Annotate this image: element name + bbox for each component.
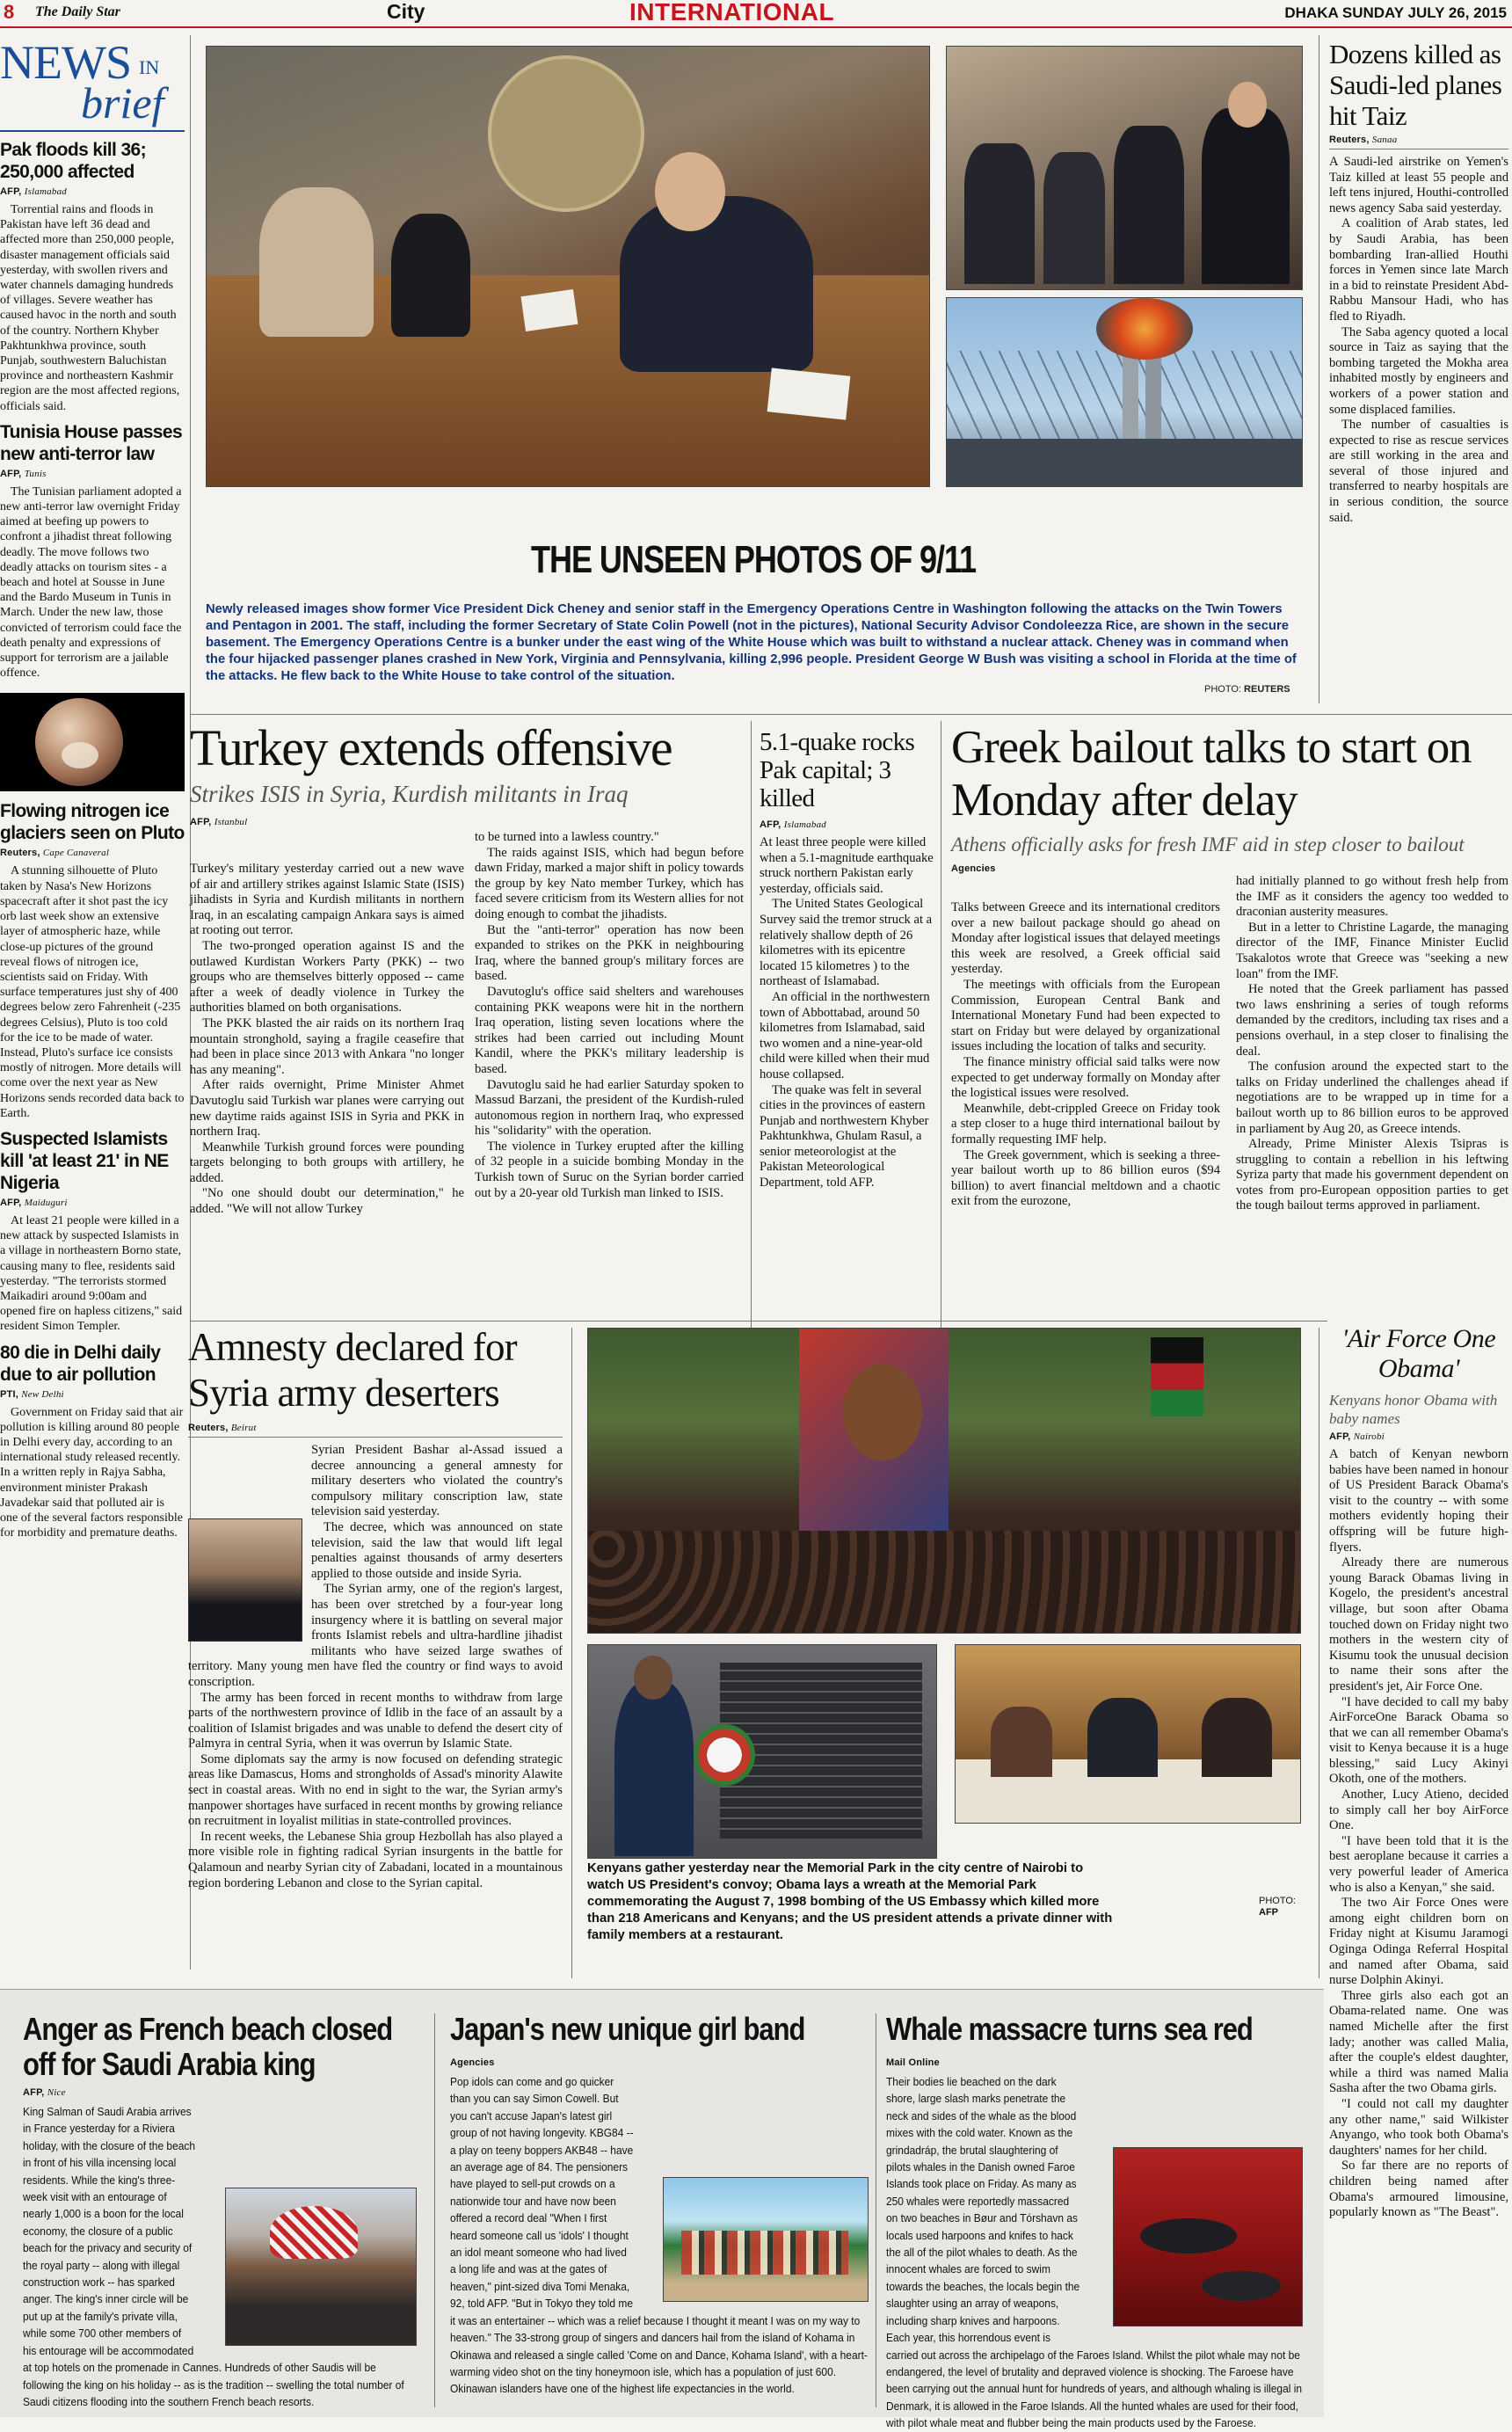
column-rule [571, 1328, 572, 1978]
turkey-col-1: Turkey's military yesterday carried out a new wave of air and artillery strikes against Islamic State (ISIS) jihadists in Syria and Kurdish militants in northern Iraq, in an escalating campaign Ankara says is aimed at rooting out terror. The two-pronged operation against IS and the outlawed Kurdistan Workers Party (PKK) -- two groups who are themselves bitterly opposed -- came after a week of deadly violence in Turkey the authorities blamed on both organisations. The PKK blasted the air raids on its northern Iraq mountain stronghold, saying a fragile ceasefire that had been in place since 2013 with Ankara "no longer has any meaning". After raids overnight, Prime Minister Ahmet Davutoglu said Turkish war planes were carrying out new daytime raids against ISIS in Syria and PKK in northern Iraq. Meanwhile Turkish ground forces were pounding targets belonging to both groups with artillery, he added. "No one should doubt our determination," he added. "We will not allow Turkey [190, 862, 464, 1217]
greece-col-1: Talks between Greece and its international creditors over a new bailout package should go ahead on Monday after logistical issues that delayed meetings this week are resolved, a Greek official said yesterday. The meetings with officials from the European Commission, European Central Bank and International Monetary Fund had been expected to start on Friday but were delayed by organizational issues including the location of talks and security. The finance ministry official said talks were now expected to get underway formally on Monday after the logistical issues were resolved. Meanwhile, debt-crippled Greece on Friday took a step closer to a huge third international bailout by formally requesting IMF help. The Greek government, which is seeking a three-year bailout worth up to 86 billion euros ($94 billion) to avert financial meltdown and a chaotic exit from the eurozone, [951, 900, 1220, 1209]
brief-headline: Tunisia House passes new anti-terror law [0, 421, 183, 464]
greece-headline: Greek bailout talks to start on Monday after delay [951, 722, 1472, 826]
amnesty-story [188, 1324, 563, 1891]
airforce-subhead: Kenyans honor Obama with baby names [1329, 1392, 1498, 1427]
airforce-headline: 'Air Force One Obama' [1341, 1324, 1496, 1383]
pluto-photo [0, 693, 185, 791]
whale-body: Their bodies lie beached on the dark shore, large slash marks penetrate the neck and sides of the whale as the blood mixes with the cold water. Known as the grindadráp, the brutal slaughtering of pilots whales in the Danish owned Faroe Islands took place on Friday. As many as 250 whales were reportedly massacred on two beaches in Bøur and Tórshavn as locals used harpoons and knifes to hack the all of the pilot whales to death. As the innocent whales are forced to swim towards the beaches, the locals begin the slaughter using an array of weapons, including sharp knives and harpoons. Each year, this horrendous event is carried out across the archipelago of the Faroes Island. Whilst the pilot whale may not be endangered, the level of brutality and depraved violence is shocking. The Faroese have been carrying out the annual hunt for hundreds of years, and although whaling is illegal in Denmark, it is allowed in the Faroe Islands. All the hunted whales are used for their food, with pilot whale meat and flubber being the main products used by the Faroese. [886, 2075, 1303, 2430]
brief-title-in: IN [139, 56, 160, 78]
quake-story [760, 728, 934, 1191]
nine-eleven-caption: Newly released images show former Vice President Dick Cheney and senior staff in the Emergency Operations Centre in Washington following the attacks on the Twin Towers and Pentagon in 2001. The staff, including the former Secretary of State Colin Powell (not in the pictures), National Security Advisor Condoleezza Rice, are shown in the secure basement. The Emergency Operations Centre is a bunker under the east wing of the White House which was built to withstand a nuclear attack. Cheney was in command when the four hijacked passenger planes crashed in New York, Virginia and Pennsylvania, killing 2,996 people. President George W Bush was visiting a school in Florida at the time of the attacks. He flew back to the White House to take control of the situation. [206, 602, 1297, 683]
anger-story [23, 2012, 417, 2410]
brief-body: The Tunisian parliament adopted a new anti-terror law overnight Friday aimed at beefing up powers to confront a jihadist threat following deadly. The move follows two deadly attacks on tourism sites - a beach and hotel at Sousse in June and the Bardo Museum in Tunis in March. Under the new law, those convicted of terrorism could face the death penalty and expressions of support for terrorism are a jailable offence. [0, 484, 182, 681]
section-city: City [387, 0, 425, 23]
japan-story [450, 2012, 869, 2398]
turkey-story [188, 719, 744, 1217]
news-in-brief-column [0, 35, 185, 1540]
amnesty-headline: Amnesty declared for Syria army deserters [188, 1325, 517, 1415]
brief-headline: 80 die in Delhi daily due to air pollution [0, 1342, 161, 1385]
japan-headline: Japan's new unique girl band [450, 2011, 805, 2047]
whale-byline: Mail Online [886, 2057, 940, 2068]
brief-item [0, 800, 185, 1120]
quake-byline: AFP, Islamabad [760, 819, 826, 830]
greece-byline: Agencies [951, 863, 996, 874]
brief-item [0, 139, 185, 414]
paper-name: The Daily Star [35, 4, 120, 19]
section-international: INTERNATIONAL [629, 0, 835, 25]
whale-story [886, 2012, 1303, 2432]
turkey-col-2: to be turned into a lawless country." The raids against ISIS, which had begun before dawn Friday, marked a major shift in policy towards the group by key Nato member Turkey, which has faced severe criticism from its Western allies for not doing enough to combat the jihadists. But the "anti-terror" operation has now been expanded to strikes on the PKK in neighbouring Iraq, where the banned group's military forces are based. Davutoglu's office said shelters and warehouses containing PKK weapons were hit in the northern Iraq operation, listing seven locations where the strikes had been carried out including Mount Kandil, where the PKK's military leadership is based. Davutoglu said he had earlier Saturday spoken to Massud Barzani, the president of the Kurdish-ruled autonomous region in northern Iraq, who expressed his "solidarity" with the operation. The violence in Turkey erupted after the killing of 32 people in a suicide bombing Monday in the Turkish town of Suruc on the Syrian border carried out by a 20-year old Turkish man linked to ISIS. [475, 830, 744, 1200]
cheney-bush-photo [946, 46, 1303, 290]
taiz-body: A Saudi-led airstrike on Yemen's Taiz killed at least 55 people and left tens injured, Houthi-controlled news agency Saba said yesterday. A coalition of Arab states, led by Saudi Arabia, has been bombarding Iran-allied Houthi forces in Yemen since late March in a bid to reinstate President Abd-Rabbu Mansour Hadi, who has fled to Riyadh. The Saba agency quoted a local source in Taiz as saying that the bombing targeted the Mokha area inhabited mostly by engineers and workers of a power station and some displaced families. The number of casualties is expected to rise as rescue services are still working in the area and several of those injured and transferred to nearby hospitals are in serious condition, the source said. [1329, 155, 1508, 525]
assad-portrait [188, 1518, 302, 1642]
page-number: 8 [4, 1, 15, 23]
brief-body: A stunning silhouette of Pluto taken by Nasa's New Horizons spacecraft after it shot past the icy orb last week show an extensive layer of atmospheric haze, while close-up pictures of the ground reveal flows of nitrogen ice, scientists said on Friday. With surface temperatures just shy of 400 degrees below zero Fahrenheit (-235 degrees Celsius), Pluto is too cold for the ice to be made of water. Instead, Pluto's surface ice consists mostly of nitrogen. More details will come over the next year as New Horizons sends recorded data back to Earth. [0, 864, 185, 1120]
brief-byline: AFP, Maiduguri [0, 1197, 68, 1208]
anger-headline: Anger as French beach closed off for Saudi Arabia king [23, 2011, 393, 2082]
brief-item [0, 421, 185, 681]
greece-story [951, 721, 1508, 1213]
taiz-byline: Reuters, Sanaa [1329, 135, 1508, 149]
turkey-subhead: Strikes ISIS in Syria, Kurdish militants in Iraq [190, 781, 629, 807]
twin-towers-photo [946, 297, 1303, 487]
taiz-story [1329, 39, 1508, 526]
japan-byline: Agencies [450, 2057, 495, 2068]
nine-eleven-headline: THE UNSEEN PHOTOS OF 9/11 [530, 538, 977, 581]
japan-body: Pop idols can come and go quicker than you can say Simon Cowell. But you can't accuse Japan's latest girl group of not having longevity. KBG84 -- a play on teeny boppers AKB48 -- have an average age of 84. The pensioners have played to sell-put crowds on a nationwide tour and have now been offered a record deal "When I first heard someone call us 'idols' I thought an idol meant someone who had lived a long life and was at the gates of heaven," pint-sized diva Tomi Menaka, 92, told AFP. "But in Tokyo they told me it was an entertainer -- which was a relief because I thought it meant I was on my way to heaven." The 33-strong group of singers and dancers hail from the island of Kohama in Okinawa and released a single called 'Come on and Dance, Kohama Island', with a heart-warming video shot on the tiny honeymoon isle, which has a population of just 600. Okinawan islanders have one of the highest life expectancies in the world. [450, 2075, 868, 2396]
brief-title-brief: brief [81, 78, 164, 127]
obama-dinner-photo [955, 1644, 1301, 1824]
situation-room-photo [206, 46, 930, 487]
amnesty-byline: Reuters, Beirut [188, 1423, 563, 1438]
news-in-brief-title [0, 35, 185, 132]
section-rule [190, 714, 1512, 715]
whale-headline: Whale massacre turns sea red [886, 2011, 1253, 2047]
section-rule [190, 1321, 1327, 1322]
brief-byline: AFP, Islamabad [0, 186, 67, 197]
anger-byline: AFP, Nice [23, 2087, 66, 2098]
turkey-byline: AFP, Istanbul [190, 817, 248, 827]
brief-item [0, 1128, 185, 1335]
brief-title-news: NEWS [0, 36, 131, 89]
taiz-headline: Dozens killed as Saudi-led planes hit Taiz [1329, 39, 1502, 131]
airforce-byline: AFP, Nairobi [1329, 1431, 1385, 1442]
brief-headline: Flowing nitrogen ice glaciers seen on Pluto [0, 801, 185, 844]
brief-headline: Suspected Islamists kill 'at least 21' in NE Nigeria [0, 1128, 169, 1193]
brief-item [0, 1342, 185, 1541]
masthead [0, 0, 1512, 28]
brief-byline: Reuters, Cape Canaveral [0, 848, 110, 859]
brief-headline: Pak floods kill 36; 250,000 affected [0, 140, 146, 182]
nine-eleven-photo-credit: PHOTO: REUTERS [1204, 684, 1290, 695]
quake-body: At least three people were killed when a 5.1-magnitude earthquake struck northern Pakistan early yesterday, officials said. The United States Geological Survey said the tremor struck at a relatively shallow depth of 26 kilometres with its epicentre located 15 kilometres ) to the northeast of Islamabad. An official in the northwestern town of Abbottabad, around 50 kilometres from Islamabad, said two women and a nine-year-old child were killed when their mud house collapsed. The quake was felt in several cities in the provinces of eastern Punjab and northwestern Khyber Pakhtunkhwa, Ghulam Rasul, a senior meteorologist at the Pakistan Meteorological Department, told AFP. [760, 835, 934, 1191]
obama-wreath-photo [587, 1644, 937, 1859]
brief-byline: PTI, New Delhi [0, 1388, 64, 1400]
airforce-story [1329, 1324, 1508, 2221]
greece-subhead: Athens officially asks for fresh IMF aid in step closer to bailout [951, 834, 1465, 856]
airforce-body: A batch of Kenyan newborn babies have been named in honour of US President Barack Obama's visit to the country -- with some mothers evidently hoping their offspring will be future high-flyers. Already there are numerous young Barack Obamas living in Kogelo, the president's ancestral village, but soon after Obama touched down on Friday night two mothers in the western city of Kisumu took the unusual decision to name their sons after the president's jet, Air Force One. "I have decided to call my baby AirForceOne Barack Obama so that we can all remember Obama's visit to Kenya because it is a huge blessing," said Lucy Akinyi Okoth, one of the mothers. Another, Lucy Atieno, decided to simply call her boy AirForce One. "I have been told that it is the best aeroplane because it carries a very powerful leader of America who is also a Kenyan," she said. The two Air Force Ones were among eight children born on Friday night at Kisumu Jaramogi Oginga Odinga Referral Hospital and named after Obama, said nurse Dolphin Akinyi. Three girls also each got an Obama-related name. One was named Michelle after the first lady; another was called Malia, after the couple's eldest daughter, while a third was named Malia Sasha after the two Obama girls. "I could not call my daughter any other name," said Wilkister Anyango, who took both Obama's daughters' names for her child. So far there are no reports of children being named after Obama's armoured limousine, popularly known as "The Beast". [1329, 1447, 1508, 2220]
brief-body: At least 21 people were killed in a new attack by suspected Islamists in a village in northeastern Borno state, causing many to flee, residents said yesterday. "The terrorists stormed Maikadiri around 9:00am and opened fire on hapless citizens," said resident Simon Templer. [0, 1213, 183, 1334]
amnesty-body: Syrian President Bashar al-Assad issued a decree announcing a general amnesty for military deserters who violated the country's compulsory military conscription law, state television said yesterday. The decree, which was announced on state television, said the law that would lift legal penalties against thousands of army deserters applied to those outside and inside Syria. The Syrian army, one of the region's largest, has been over stretched by a four-year long insurgency where it is battling on several major fronts Islamist rebels and ultra-hardline jihadist militants who have seized large swathes of territory. Many young men have fled the country or find ways to avoid conscription. The army has been forced in recent months to withdraw from large parts of the northwestern province of Idlib in the face of an assault by a coalition of Islamist brigades and was unable to defend the desert city of Palmyra in central Syria, when it was overrun by Islamic State. Some diplomats say the army is now focused on defending strategic areas like Damascus, Homs and strongholds of Assad's minority Alawite sect in coastal areas. With no end in sight to the war, the Syrian army's manpower shortages have surfaced in recent months by growing reliance on recruitment in loyalist militias in state-controlled provinces. In recent weeks, the Lebanese Shia group Hezbollah has also played a more visible role in fighting radical Syrian insurgents in the battle for Qalamoun and nearby Syrian city of Zabadani, located in a mountainous region bordering Lebanon and close to the Syrian capital. [188, 1443, 563, 1890]
column-rule [751, 721, 752, 1328]
brief-byline: AFP, Tunis [0, 468, 47, 479]
turkey-headline: Turkey extends offensive [190, 719, 672, 776]
column-rule [434, 2013, 435, 2407]
quake-headline: 5.1-quake rocks Pak capital; 3 killed [760, 728, 915, 812]
anger-body: King Salman of Saudi Arabia arrives in France yesterday for a Riviera holiday, with the closure of the beach in front of his villa incensing local residents. While the king's three-week visit with an entourage of nearly 1,000 is a boon for the local economy, the closure of a public beach for the privacy and security of the royal party -- along with illegal construction work -- has sparked anger. The king's inner circle will be put up at the family's private villa, while some 700 other members of his entourage will be accommodated at top hotels on the promenade in Cannes. Hundreds of other Saudis will be following the king on his holiday -- as is the tradition -- swelling the total number of Saudi citizens flooding into the southern French beach resorts. [23, 2105, 404, 2408]
brief-body: Government on Friday said that air pollution is killing around 80 people in Delhi every day, according to an international study released recently. In a written reply in Rajya Sabha, environment minister Prakash Javadekar said that polluted air is one of the several factors responsible for morbidity and premature deaths. [0, 1405, 184, 1540]
brief-body: Torrential rains and floods in Pakistan have left 36 dead and affected more than 250,000 people, disaster management officials said yesterday, with swollen rivers and water channels damaging hundreds of villages. Severe weather has caused havoc in the north and south of the country. Northern Khyber Pakhtunkhwa province, south Punjab, southwestern Baluchistan province and northeastern Kashmir region are the most affected regions, officials said. [0, 203, 180, 413]
nairobi-crowd-photo [587, 1328, 1301, 1634]
kenya-photo-credit: PHOTO: AFP [1259, 1896, 1296, 1918]
dateline: DHAKA SUNDAY JULY 26, 2015 [1284, 4, 1507, 21]
kenya-caption: Kenyans gather yesterday near the Memorial Park in the city centre of Nairobi to watch US President's convoy; Obama lays a wreath at the Memorial Park commemorating the August 7, 1998 bombing of the US Embassy which killed more than 218 Americans and Kenyans; and the US president attends a private dinner with family members at a restaurant. [587, 1861, 1113, 1942]
greece-col-2: had initially planned to go without fresh help from the IMF as it considers the agency too wedded to draconian austerity measures. But in a letter to Christine Lagarde, the managing director of the IMF, Finance Minister Euclid Tsakalotos wrote that Greece was "seeking a new loan" from the IMF. He noted that the Greek parliament has passed two laws enshrining a series of tough reforms demanded by the creditors, including tax rises and a pensions overhaul, in a step closer to finalising the deal. The confusion around the expected start to the talks on Friday underlined the challenges ahead if negotiations are to be wrapped up in time for a bailout worth up to 86 billion euros to be approved in parliament by Aug 20, as Greece intends. Already, Prime Minister Alexis Tsipras is struggling to contain a rebellion in his leftwing Syriza party that made his government dependent on votes from pro-European opposition parties to get the tough bailout terms approved in parliament. [1236, 874, 1508, 1213]
